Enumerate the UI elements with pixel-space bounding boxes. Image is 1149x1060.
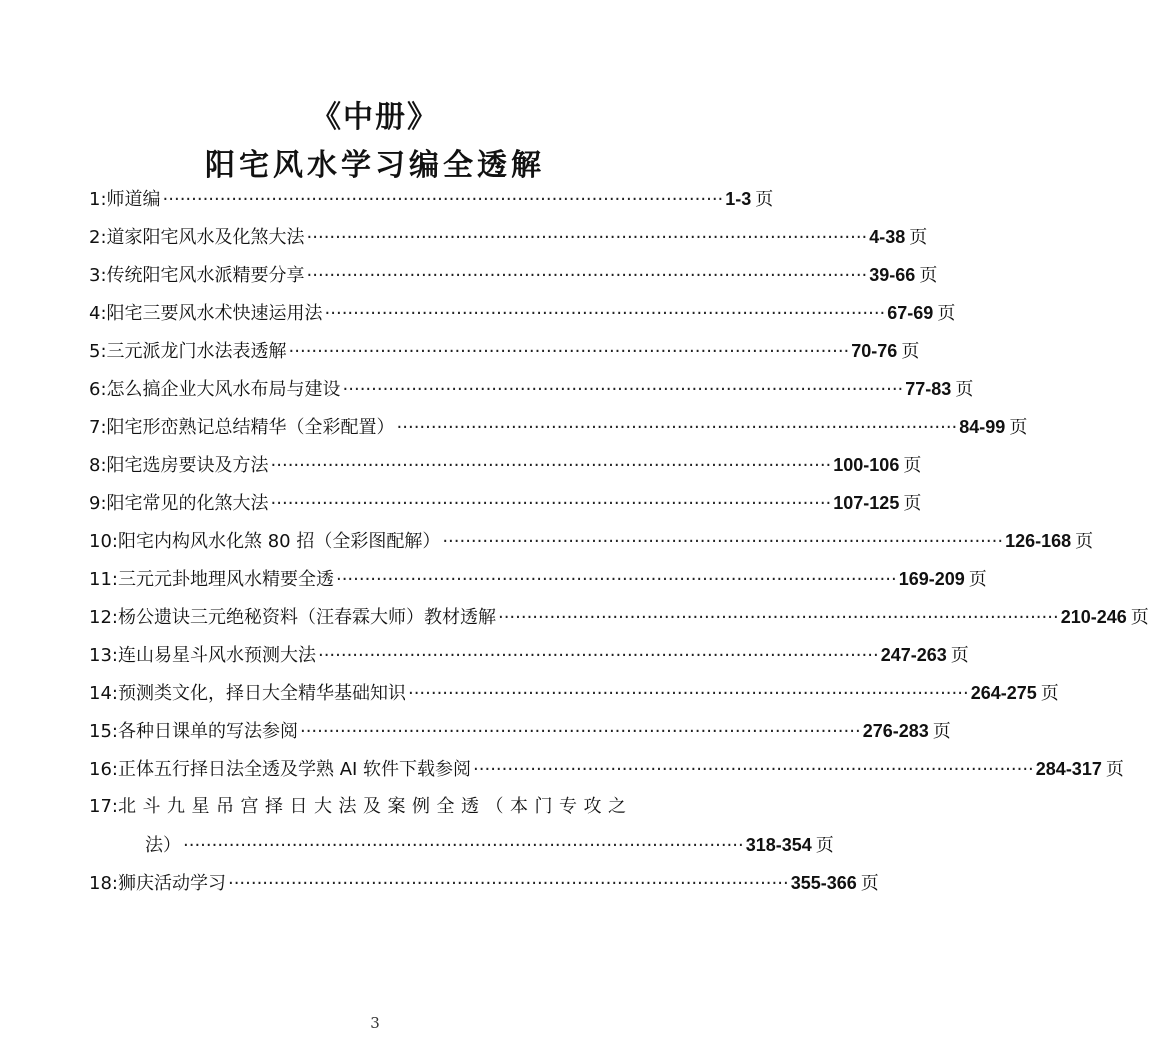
page-suffix: 页 <box>901 341 920 362</box>
page-number: 3 <box>370 1014 380 1032</box>
toc-title: 怎么搞企业大风水布局与建设 <box>106 379 341 400</box>
page-suffix: 页 <box>1040 683 1059 704</box>
toc-number: 2: <box>89 227 107 248</box>
toc-entry-16 <box>89 750 1124 788</box>
toc-pages: 100-106 <box>833 455 900 475</box>
toc-number: 7: <box>89 417 107 438</box>
toc-number: 1: <box>89 189 107 210</box>
toc-pages: 4-38 <box>869 227 906 247</box>
toc-number: 3: <box>89 265 107 286</box>
dot-leader: ·································································································· <box>473 759 1034 780</box>
page-suffix: 页 <box>860 873 879 894</box>
toc-title: 阳宅内构风水化煞 80 招（全彩图配解） <box>117 531 441 552</box>
dot-leader: ·································································································· <box>335 569 897 590</box>
toc-title: 杨公遗诀三元绝秘资料（汪春霖大师）教材透解 <box>117 607 496 628</box>
toc-title: 预测类文化，择日大全精华基础知识 <box>117 683 406 704</box>
toc-number: 8: <box>89 455 107 476</box>
dot-leader: ·································································································· <box>162 189 724 210</box>
page-suffix: 页 <box>903 493 922 514</box>
section-title: 阳宅风水学习编全透解 <box>205 148 545 183</box>
page-suffix: 页 <box>1105 759 1124 780</box>
toc-pages: 247-263 <box>880 645 947 665</box>
toc-entry-9 <box>89 484 922 522</box>
toc-pages: 276-283 <box>862 721 929 741</box>
page-suffix: 页 <box>955 379 974 400</box>
toc-title: 传统阳宅风水派精要分享 <box>106 265 305 286</box>
toc-title: 三元元卦地理风水精要全透 <box>117 569 334 590</box>
toc-pages: 126-168 <box>1005 531 1072 551</box>
toc-entry-18 <box>89 864 879 902</box>
toc-entry-2 <box>89 218 928 256</box>
toc-number: 4: <box>89 303 107 324</box>
toc-entry-7 <box>89 408 1028 446</box>
toc-entry-17-continued <box>89 826 834 864</box>
toc-title: 阳宅三要风水术快速运用法 <box>106 303 323 324</box>
toc-number: 17: <box>89 796 118 817</box>
toc-title-continued: 法） <box>145 835 181 856</box>
toc-number: 18: <box>89 873 118 894</box>
dot-leader: ·································································································· <box>342 379 904 400</box>
dot-leader: ·································································································· <box>317 645 879 666</box>
page-suffix: 页 <box>755 189 774 210</box>
dot-leader: ·································································································· <box>299 721 861 742</box>
toc-entry-15 <box>89 712 951 750</box>
dot-leader: ·································································································· <box>270 455 832 476</box>
toc-entry-3 <box>89 256 938 294</box>
dot-leader: ·································································································· <box>227 873 789 894</box>
toc-pages: 1-3 <box>725 189 752 209</box>
page-suffix: 页 <box>909 227 928 248</box>
toc-entry-4 <box>89 294 956 332</box>
toc-pages: 210-246 <box>1060 607 1127 627</box>
toc-number: 16: <box>89 759 118 780</box>
dot-leader: ·································································································· <box>407 683 969 704</box>
toc-number: 13: <box>89 645 118 666</box>
page-suffix: 页 <box>1009 417 1028 438</box>
toc-entry-5 <box>89 332 920 370</box>
toc-pages: 169-209 <box>898 569 965 589</box>
toc-title: 各种日课单的写法参阅 <box>117 721 298 742</box>
toc-title: 连山易星斗风水预测大法 <box>117 645 316 666</box>
toc-title: 北斗九星吊宫择日大法及案例全透（本门专攻之 <box>117 796 633 817</box>
toc-pages: 107-125 <box>833 493 900 513</box>
dot-leader: ·································································································· <box>396 417 958 438</box>
toc-title: 阳宅选房要诀及方法 <box>106 455 269 476</box>
toc-pages: 84-99 <box>959 417 1006 437</box>
toc-entry-11 <box>89 560 987 598</box>
page-suffix: 页 <box>932 721 951 742</box>
dot-leader: ·································································································· <box>270 493 832 514</box>
toc-number: 14: <box>89 683 118 704</box>
dot-leader: ·································································································· <box>497 607 1059 628</box>
toc-entry-8 <box>89 446 922 484</box>
toc-entry-10 <box>89 522 1094 560</box>
page-suffix: 页 <box>903 455 922 476</box>
dot-leader: ·································································································· <box>324 303 886 324</box>
toc-number: 10: <box>89 531 118 552</box>
dot-leader: ·································································································· <box>288 341 850 362</box>
toc-title: 正体五行择日法全透及学熟 AI 软件下载参阅 <box>117 759 472 780</box>
toc-pages: 70-76 <box>851 341 898 361</box>
toc-number: 12: <box>89 607 118 628</box>
page-suffix: 页 <box>1130 607 1149 628</box>
toc-entry-1 <box>89 180 774 218</box>
page-suffix: 页 <box>968 569 987 590</box>
toc-entry-14 <box>89 674 1059 712</box>
toc-title: 师道编 <box>106 189 161 210</box>
toc-title: 三元派龙门水法表透解 <box>106 341 287 362</box>
toc-entry-12 <box>89 598 1149 636</box>
dot-leader: ·································································································· <box>306 265 868 286</box>
page-suffix: 页 <box>815 835 834 856</box>
toc-pages: 67-69 <box>887 303 934 323</box>
toc-pages: 77-83 <box>905 379 952 399</box>
page-suffix: 页 <box>950 645 969 666</box>
dot-leader: ·································································································· <box>306 227 868 248</box>
toc-number: 6: <box>89 379 107 400</box>
toc-number: 15: <box>89 721 118 742</box>
toc-entry-17 <box>89 788 660 826</box>
toc-number: 5: <box>89 341 107 362</box>
toc-title: 阳宅形峦熟记总结精华（全彩配置） <box>106 417 395 438</box>
toc-title: 道家阳宅风水及化煞大法 <box>106 227 305 248</box>
toc-number: 11: <box>89 569 118 590</box>
book-volume-title: 《中册》 <box>311 100 439 135</box>
toc-number: 9: <box>89 493 107 514</box>
dot-leader: ·································································································· <box>442 531 1004 552</box>
toc-entry-6 <box>89 370 974 408</box>
toc-pages: 264-275 <box>970 683 1037 703</box>
toc-pages: 318-354 <box>745 835 812 855</box>
page-suffix: 页 <box>937 303 956 324</box>
dot-leader: ·································································································· <box>183 835 744 856</box>
table-of-contents <box>89 180 1149 902</box>
page-suffix: 页 <box>1075 531 1094 552</box>
toc-title: 阳宅常见的化煞大法 <box>106 493 269 514</box>
toc-entry-13 <box>89 636 969 674</box>
toc-pages: 284-317 <box>1035 759 1102 779</box>
page-suffix: 页 <box>919 265 938 286</box>
toc-pages: 355-366 <box>790 873 857 893</box>
toc-pages: 39-66 <box>869 265 916 285</box>
toc-title: 狮庆活动学习 <box>117 873 226 894</box>
